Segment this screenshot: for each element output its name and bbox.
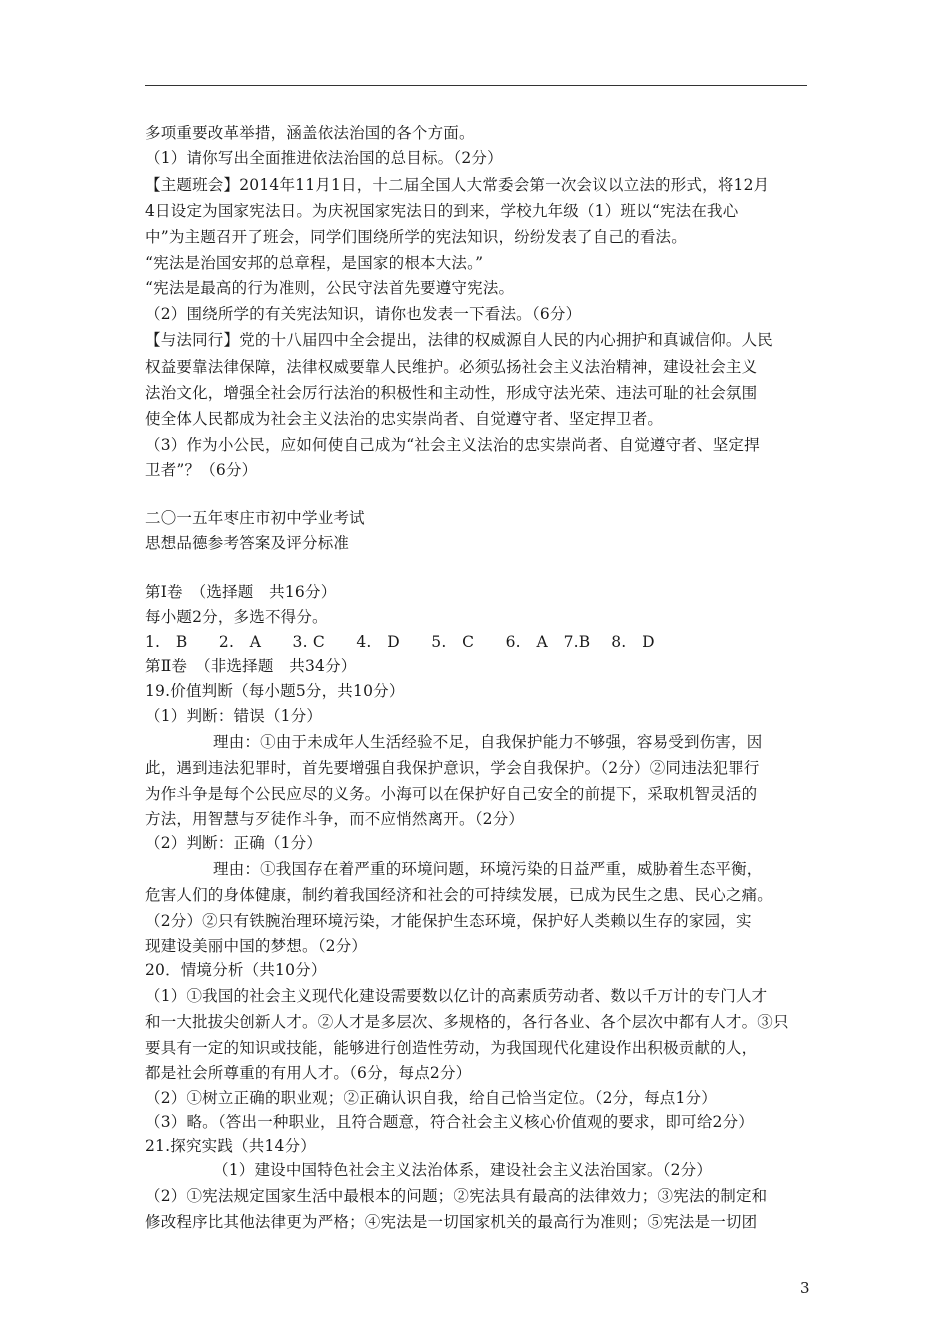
answer-line: 理由：①由于未成年人生活经验不足，自我保护能力不够强，容易受到伤害，因: [213, 733, 763, 751]
question-heading: 21.探究实践（共14分）: [145, 1137, 316, 1155]
text-line: 每小题2分，多选不得分。: [145, 608, 328, 626]
part-heading: 第Ⅱ卷 （非选择题 共34分）: [145, 657, 357, 675]
answer-line: （2）①树立正确的职业观；②正确认识自我，给自己恰当定位。（2分，每点1分）: [145, 1089, 717, 1107]
text-line: 权益要靠法律保障，法律权威要靠人民维护。必须弘扬社会主义法治精神，建设社会主义: [145, 358, 758, 376]
answer-line: （3）略。（答出一种职业，且符合题意，符合社会主义核心价值观的要求，即可给2分）: [145, 1113, 754, 1131]
answer-key-line: 1. B 2. A 3. C 4. D 5. C 6. A 7.B 8. D: [145, 633, 655, 651]
quote-line: “宪法是最高的行为准则，公民守法首先要遵守宪法。: [145, 279, 515, 297]
question-line: 卫者”？（6分）: [145, 461, 258, 479]
question-line: （3）作为小公民，应如何使自己成为“社会主义法治的忠实崇尚者、自觉遵守者、坚定捍: [145, 436, 760, 454]
header-rule: [145, 85, 807, 86]
text-line: 4日设定为国家宪法日。为庆祝国家宪法日的到来，学校九年级（1）班以“宪法在我心: [145, 202, 739, 220]
answer-line: （1）①我国的社会主义现代化建设需要数以亿计的高素质劳动者、数以千万计的专门人才: [145, 987, 768, 1005]
section-line: 【与法同行】党的十八届四中全会提出，法律的权威源自人民的内心拥护和真诚信仰。人民: [145, 331, 774, 349]
answer-line: （1）判断：错误（1分）: [145, 707, 323, 725]
answer-line: 为作斗争是每个公民应尽的义务。小海可以在保护好自己安全的前提下，采取机智灵活的: [145, 785, 758, 803]
answer-title: 二〇一五年枣庄市初中学业考试: [145, 509, 365, 527]
question-line: （1）请你写出全面推进依法治国的总目标。（2分）: [145, 149, 503, 167]
text-line: 法治文化，增强全社会厉行法治的积极性和主动性，形成守法光荣、违法可耻的社会氛围: [145, 384, 758, 402]
answer-line: （2分）②只有铁腕治理环境污染，才能保护生态环境，保护好人类赖以生存的家园，实: [145, 912, 752, 930]
answer-line: 理由：①我国存在着严重的环境问题，环境污染的日益严重，威胁着生态平衡，: [213, 860, 763, 878]
answer-line: 修改程序比其他法律更为严格；④宪法是一切国家机关的最高行为准则；⑤宪法是一切团: [145, 1213, 758, 1231]
answer-line: 现建设美丽中国的梦想。（2分）: [145, 937, 368, 955]
part-heading: 第Ⅰ卷 （选择题 共16分）: [145, 583, 337, 601]
page-number: 3: [800, 1279, 810, 1297]
question-heading: 20．情境分析（共10分）: [145, 961, 327, 979]
answer-line: 都是社会所尊重的有用人才。（6分，每点2分）: [145, 1064, 472, 1082]
answer-subtitle: 思想品德参考答案及评分标准: [145, 534, 350, 552]
text-line: 多项重要改革举措，涵盖依法治国的各个方面。: [145, 124, 475, 142]
answer-line: （2）判断：正确（1分）: [145, 834, 323, 852]
answer-line: 和一大批拔尖创新人才。②人才是多层次、多规格的，各行各业、各个层次中都有人才。③只: [145, 1013, 789, 1031]
answer-line: 要具有一定的知识或技能，能够进行创造性劳动，为我国现代化建设作出积极贡献的人，: [145, 1039, 758, 1057]
section-line: 【主题班会】2014年11月1日，十二届全国人大常委会第一次会议以立法的形式，将12月: [145, 176, 770, 194]
question-line: （2）围绕所学的有关宪法知识，请你也发表一下看法。（6分）: [145, 305, 582, 323]
answer-line: 危害人们的身体健康，制约着我国经济和社会的可持续发展，已成为民生之患、民心之痛。: [145, 886, 774, 904]
text-line: 中”为主题召开了班会，同学们围绕所学的宪法知识，纷纷发表了自己的看法。: [145, 228, 687, 246]
quote-line: “宪法是治国安邦的总章程，是国家的根本大法。”: [145, 254, 484, 272]
text-line: 使全体人民都成为社会主义法治的忠实崇尚者、自觉遵守者、坚定捍卫者。: [145, 410, 664, 428]
answer-line: （2）①宪法规定国家生活中最根本的问题；②宪法具有最高的法律效力；③宪法的制定和: [145, 1187, 768, 1205]
answer-line: （1）建设中国特色社会主义法治体系，建设社会主义法治国家。（2分）: [213, 1161, 713, 1179]
question-heading: 19.价值判断（每小题5分，共10分）: [145, 682, 405, 700]
answer-line: 方法，用智慧与歹徒作斗争，而不应悄然离开。（2分）: [145, 810, 525, 828]
answer-line: 此，遇到违法犯罪时，首先要增强自我保护意识，学会自我保护。（2分）②同违法犯罪行: [145, 759, 760, 777]
